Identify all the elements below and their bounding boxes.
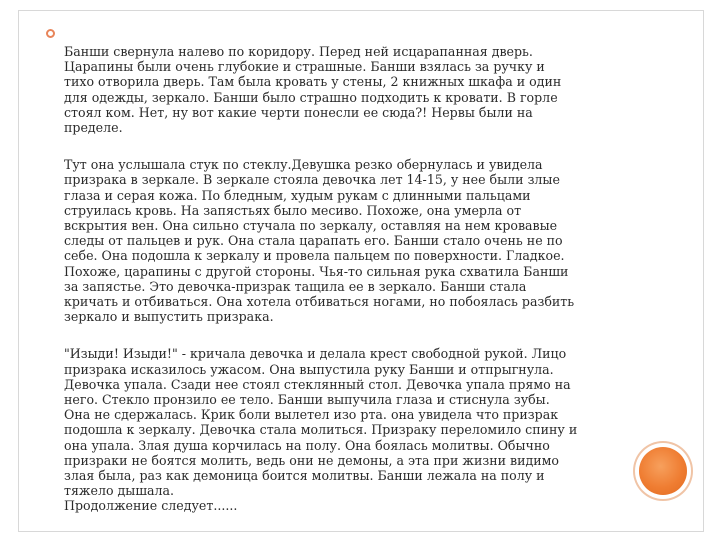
decorative-circle-icon (639, 447, 687, 495)
paragraph-1: Банши свернула налево по коридору. Перед ней исцарапанная дверь. Царапины были очень глубокие и страшные. Банши взялась за ручку и тихо отворила дверь. Там была кровать у стены, 2 книжных шкафа и один для одежды, зеркало. Банши было страшно подходить к кровати. В горле стоял ком. Нет, ну вот какие черти понесли ее сюда?! Нервы были на пределе. (64, 44, 562, 136)
paragraph-2: Тут она услышала стук по стеклу.Девушка резко обернулась и увидела призрака в зеркале. В зеркале стояла девочка лет 14-15, у нее были злые глаза и серая кожа. По бледным, худым рукам с длинными пальцами струилась кровь. На запястьях было месиво. Похоже, она умерла от вскрытия вен. Она сильно стучала по зеркалу, оставляя на нем кровавые следы от пальцев и рук. Она стала царапать его. Банши стало очень не по себе. Она подошла к зеркалу и провела пальцем по поверхности. Гладкое. Похоже, царапины с другой стороны. Чья-то сильная рука схватила Банши за запястье. Это девочка-призрак тащила ее в зеркало. Банши стала кричать и отбиваться. Она хотела отбиваться ногами, но побоялась разбить зеркало и выпустить призрака. (64, 157, 575, 325)
paragraph-3: "Изыди! Изыди!" - кричала девочка и делала крест свободной рукой. Лицо призрака исказилось ужасом. Она выпустила руку Банши и отпрыгнула. Девочка упала. Сзади нее стоял стеклянный стол. Девочка упала прямо на него. Стекло пронзило ее тело. Банши выпучила глаза и стиснула зубы. Она не сдержалась. Крик боли вылетел изо рта. она увидела что призрак подошла к зеркалу. Девочка стала молиться. Призраку переломило спину и она упала. Злая душа корчилась на полу. Она боялась молитвы. Обычно призраки не боятся молить, ведь они не демоны, а эта при жизни видимо злая была, раз как демоница боится молитвы. Банши лежала на полу и тяжело дышала. Продолжение следует...... (64, 346, 578, 514)
bullet-ring-icon (46, 29, 55, 38)
story-text (64, 44, 624, 514)
